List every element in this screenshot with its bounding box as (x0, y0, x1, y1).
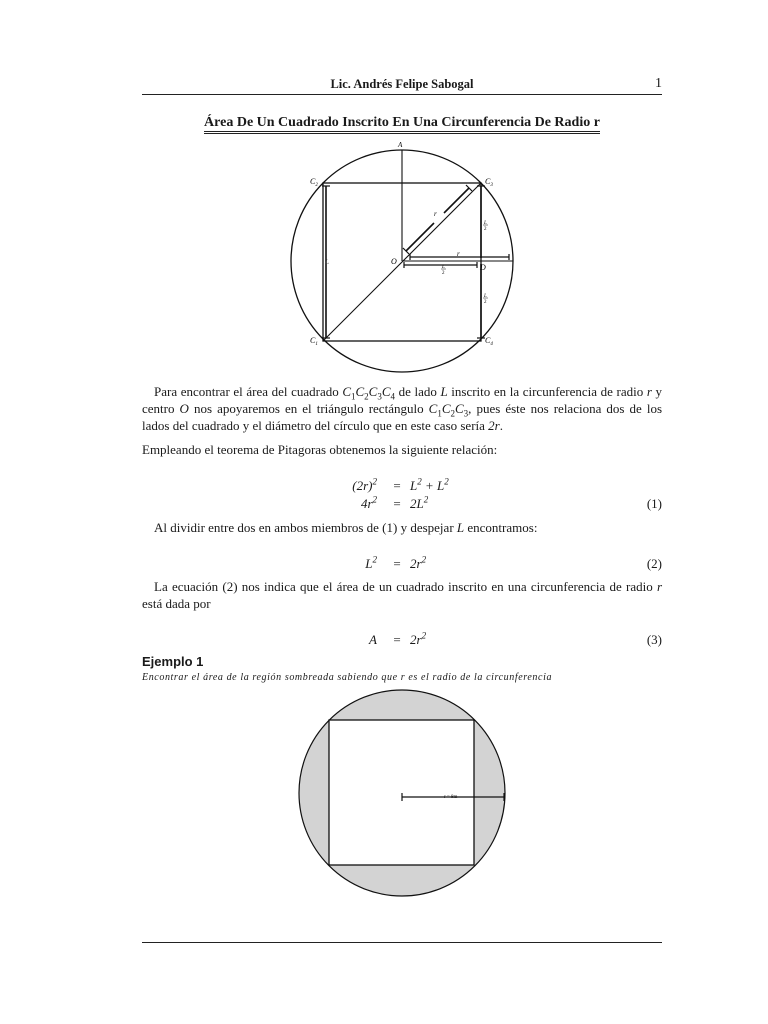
label-O: O (391, 257, 397, 266)
label-C1: $C_1$ (310, 336, 318, 347)
radius-label: r = 8m (444, 795, 458, 800)
footer-rule (142, 942, 662, 943)
label-C2: $C_2$ (310, 177, 318, 188)
svg-text:2: 2 (484, 300, 487, 305)
equation-number-2: (2) (646, 556, 662, 571)
svg-text:L: L (442, 265, 445, 270)
label-C3: $C_3$ (485, 177, 493, 188)
equation-1a: $(2r)^2$ = $L^2 + L^2$ (352, 476, 449, 493)
svg-text:L: L (484, 294, 487, 299)
page-title-text: Área De Un Cuadrado Inscrito En Una Circunferencia De Radio r (204, 115, 600, 134)
label-A: A (398, 141, 403, 149)
equation-number-1: (1) (646, 496, 662, 511)
label-r-horizontal: r (457, 250, 460, 258)
label-D: D (480, 263, 486, 272)
svg-text:L: L (484, 221, 487, 226)
svg-text:2: 2 (484, 227, 487, 232)
label-C4: $C_4$ (485, 336, 493, 347)
equation-2: $L^2$ = $2r^2$ (2) (365, 554, 662, 571)
label-r-diagonal: r (434, 210, 437, 218)
svg-text:2: 2 (442, 271, 445, 276)
example-title: Ejemplo 1 (142, 654, 204, 669)
label-L: L (325, 258, 329, 266)
equation-1b: $4r^2$ = $2L^2$ (1) (360, 494, 662, 511)
paragraph-pythagoras: Empleando el teorema de Pitagoras obtenemos la siguiente relación: (142, 442, 498, 457)
example-statement: Encontrar el área de la región sombreada sabiendo que r es el radio de la circunferencia (142, 672, 553, 683)
inner-square (329, 720, 474, 865)
paragraph-conclusion: La ecuación (2) nos indica que el área de un cuadrado inscrito en una circunferencia de radio r está dada por (142, 579, 662, 611)
paragraph-divide: Al dividir entre dos en ambos miembros de (1) y despejar L encontramos: (154, 520, 538, 535)
paragraph-intro: Para encontrar el área del cuadrado $C_1C_2C_3C_4$ de lado L inscrito en la circunferencia de radio r y centro O nos apoyaremos en el triángulo rectángulo $C_1C_2C_3$, pues éste nos relaciona dos de los lados del cuadrado y el diámetro del círculo que en este caso sería 2r. (142, 384, 663, 433)
equation-3: A = $2r^2$ (3) (369, 630, 662, 647)
page-number: 1 (655, 76, 662, 91)
header-author: Lic. Andrés Felipe Sabogal (330, 77, 474, 91)
equation-number-3: (3) (646, 632, 662, 647)
